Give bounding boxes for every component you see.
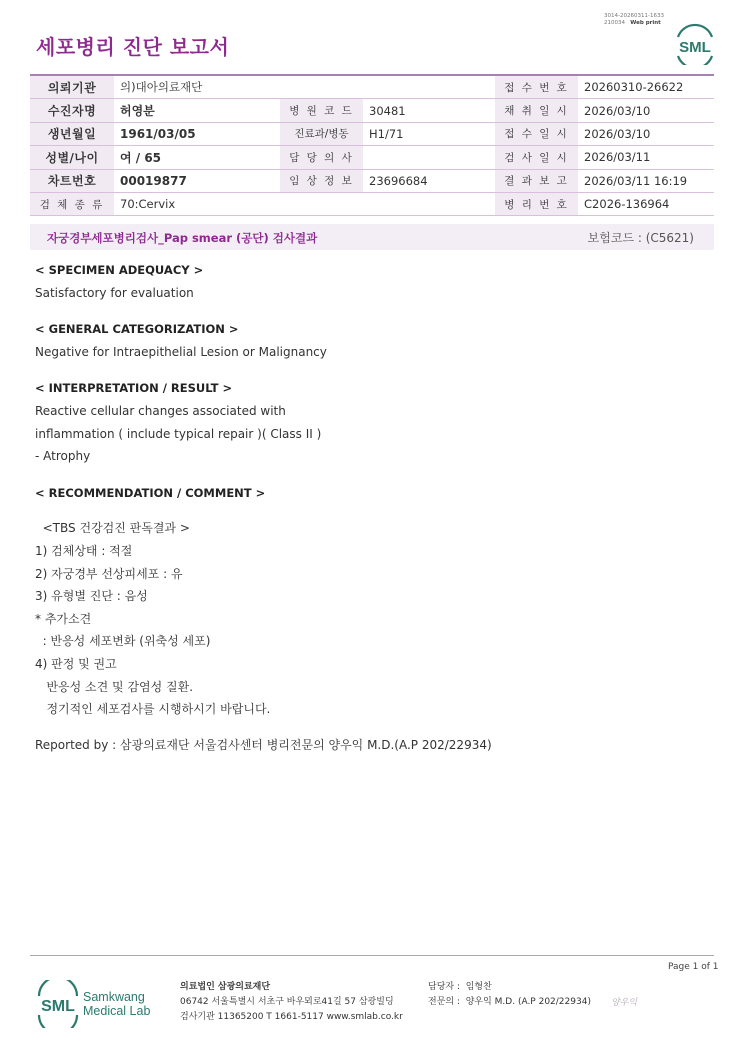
logo-top-text: SML [679, 39, 711, 56]
accession-number-label: 접 수 번 호 [495, 75, 578, 99]
sex-age-value: 여 / 65 [114, 146, 280, 169]
department-label: 진료과/병동 [280, 122, 363, 145]
requesting-institution-label: 의뢰기관 [30, 75, 114, 99]
result-report-label: 결 과 보 고 [495, 169, 578, 192]
staff-name: 임형찬 [465, 982, 492, 992]
exam-section-title: 자궁경부세포병리검사_Pap smear (공단) 검사결과 [47, 231, 318, 245]
doctor-row [428, 995, 591, 1010]
accession-number-value: 20260310-26622 [578, 75, 714, 99]
general-categorization-text: Negative for Intraepithelial Lesion or Malignancy [35, 344, 327, 359]
info-row [30, 122, 714, 145]
staff-info [428, 980, 591, 1010]
staff-label: 담당자 : [428, 982, 460, 992]
exam-section-header [30, 224, 714, 250]
insurance-code: 보험코드 : (C5621) [587, 231, 694, 245]
hospital-code-value: 30481 [363, 99, 495, 122]
requesting-institution-value: 의)대아의료재단 [114, 75, 495, 99]
interpretation-line: - Atrophy [35, 449, 91, 464]
info-row [30, 99, 714, 122]
collection-date-value: 2026/03/10 [578, 99, 714, 122]
birth-date-value: 1961/03/05 [114, 122, 280, 145]
org-address: 06742 서울특별시 서초구 바우뫼로41길 57 삼광빌딩 [180, 997, 394, 1007]
department-value: H1/71 [363, 122, 495, 145]
interpretation-line: inflammation ( include typical repair )( Class II ) [35, 426, 322, 441]
logo-name-line2: Medical Lab [83, 1004, 151, 1018]
recommendation-line: 2) 자궁경부 선상피세포 : 유 [35, 566, 183, 581]
staff-row [428, 980, 591, 995]
sml-logo-icon [673, 23, 717, 65]
sex-age-label: 성별/나이 [30, 146, 114, 169]
interpretation-heading: < INTERPRETATION / RESULT > [35, 381, 233, 396]
specimen-adequacy-heading: < SPECIMEN ADEQUACY > [35, 263, 204, 277]
hospital-code-label: 병 원 코 드 [280, 99, 363, 122]
recommendation-line: 정기적인 세포검사를 시행하시기 바랍니다. [35, 702, 271, 717]
page-number: Page 1 of 1 [668, 962, 719, 972]
interpretation-line: Reactive cellular changes associated with [35, 403, 286, 418]
info-row [30, 75, 714, 99]
receipt-date-label: 접 수 일 시 [495, 122, 578, 145]
recommendation-line: <TBS 건강검진 판독결과 > [35, 521, 190, 536]
doctor-signature: 양우익 [611, 998, 638, 1008]
birth-date-label: 생년월일 [30, 122, 114, 145]
recommendation-line: * 추가소견 [35, 611, 92, 626]
web-print-label: Web print [630, 20, 661, 26]
result-report-value: 2026/03/11 16:19 [578, 169, 714, 192]
receipt-date-value: 2026/03/10 [578, 122, 714, 145]
org-name: 의료법인 삼광의료재단 [180, 982, 271, 992]
recommendation-line: 4) 판정 및 권고 [35, 656, 117, 671]
collection-date-label: 채 취 일 시 [495, 99, 578, 122]
samkwang-logo-icon [36, 980, 166, 1028]
recommendation-line: 3) 유형별 진단 : 음성 [35, 589, 148, 604]
pathology-number-value: C2026-136964 [578, 192, 714, 215]
org-info [180, 980, 403, 1025]
report-body [35, 259, 492, 756]
footer-divider [30, 955, 714, 956]
pathology-number-label: 병 리 번 호 [495, 192, 578, 215]
recommendation-line: 1) 검체상태 : 적절 [35, 543, 133, 558]
chart-number-value: 00019877 [114, 169, 280, 192]
logo-name-line1: Samkwang [83, 990, 145, 1004]
doctor-label: 전문의 : [428, 997, 460, 1007]
print-id-line2: 210034 Web print [604, 20, 661, 26]
general-categorization-heading: < GENERAL CATEGORIZATION > [35, 322, 239, 337]
clinical-info-value: 23696684 [363, 169, 495, 192]
logo-bottom-text: SML [41, 998, 75, 1015]
clinical-info-label: 임 상 정 보 [280, 169, 363, 192]
info-row [30, 169, 714, 192]
recommendation-line: : 반응성 세포변화 (위축성 세포) [35, 634, 211, 649]
patient-info-table [30, 74, 714, 216]
report-title: 세포병리 진단 보고서 [36, 35, 230, 59]
patient-name-value: 허영분 [114, 99, 280, 122]
test-date-label: 검 사 일 시 [495, 146, 578, 169]
reported-by: Reported by : 삼광의료재단 서울검사센터 병리전문의 양우익 M.D.(A.P 202/22934) [35, 737, 492, 752]
patient-name-label: 수진자명 [30, 99, 114, 122]
physician-value [363, 146, 495, 169]
print-id-line1: 3014-20260311-1633 [604, 13, 664, 19]
test-date-value: 2026/03/11 [578, 146, 714, 169]
org-contact: 검사기관 11365200 T 1661-5117 www.smlab.co.kr [180, 1012, 403, 1022]
doctor-name: 양우익 M.D. (A.P 202/22934) [465, 997, 591, 1007]
specimen-type-label: 검 체 종 류 [30, 192, 114, 215]
physician-label: 담 당 의 사 [280, 146, 363, 169]
specimen-adequacy-text: Satisfactory for evaluation [35, 285, 194, 300]
recommendation-heading: < RECOMMENDATION / COMMENT > [35, 485, 266, 500]
info-row [30, 146, 714, 169]
chart-number-label: 차트번호 [30, 169, 114, 192]
recommendation-line: 반응성 소견 및 감염성 질환. [35, 679, 194, 694]
info-row [30, 192, 714, 215]
specimen-type-value: 70:Cervix [114, 192, 495, 215]
